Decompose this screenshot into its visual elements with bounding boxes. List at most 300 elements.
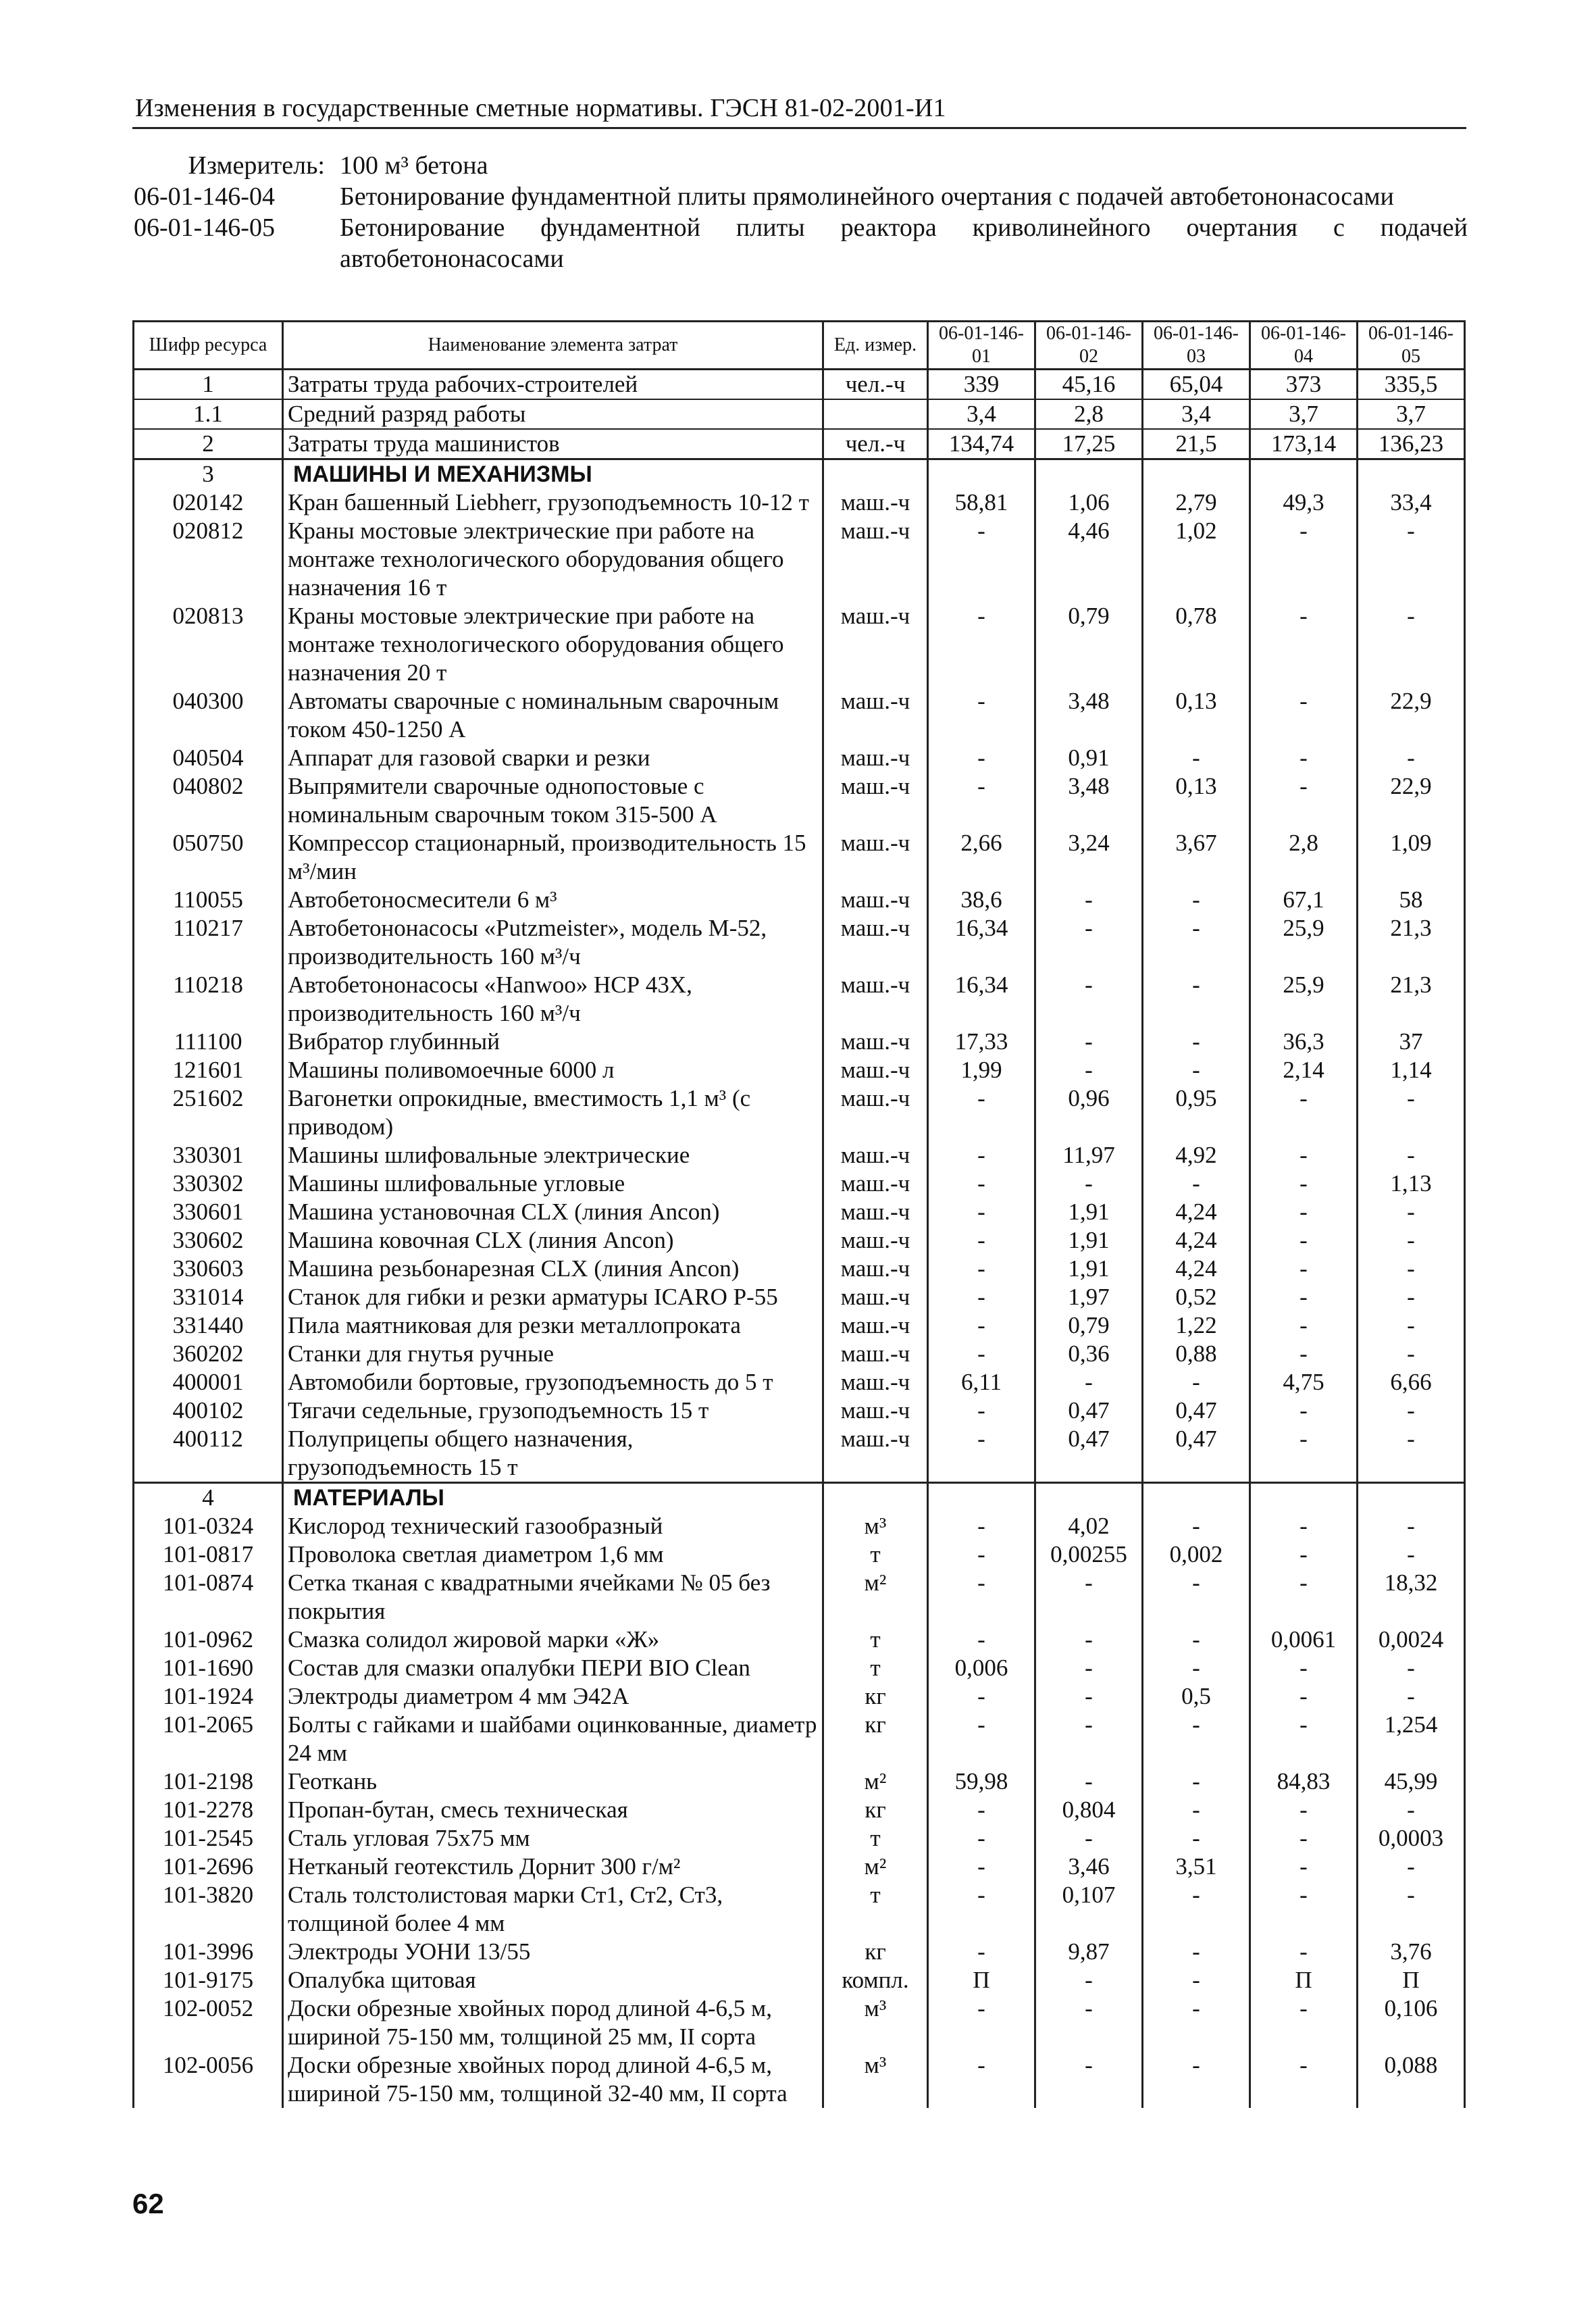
resource-unit: т	[823, 1881, 928, 1938]
resource-unit: маш.-ч	[823, 517, 928, 602]
norm-value: -	[1358, 1512, 1465, 1540]
table-row	[134, 886, 1465, 914]
norm-value: 1,91	[1035, 1255, 1143, 1283]
norm-value: -	[1358, 1796, 1465, 1824]
norm-value: -	[928, 1425, 1035, 1483]
norm-value: -	[1250, 1397, 1358, 1425]
resource-name: Компрессор стационарный, производительность 15 м³/мин	[283, 829, 823, 886]
norm-value: -	[928, 687, 1035, 744]
resource-name: Автобетононасосы «Hanwoo» НСР 43Х, производительность 160 м³/ч	[283, 971, 823, 1028]
norm-value: -	[1250, 1994, 1358, 2051]
resource-unit: м²	[823, 1767, 928, 1796]
resource-unit: маш.-ч	[823, 1169, 928, 1198]
meter-line	[134, 150, 1468, 181]
resource-name: Станок для гибки и резки арматуры ICARO P-55	[283, 1283, 823, 1311]
norm-value: 1,254	[1358, 1711, 1465, 1767]
norm-value: -	[1143, 971, 1250, 1028]
norm-value: 0,00255	[1035, 1540, 1143, 1569]
resource-unit: маш.-ч	[823, 1283, 928, 1311]
norm-value: -	[928, 1397, 1035, 1425]
page-number: 62	[132, 2188, 164, 2219]
header-rule	[132, 127, 1466, 129]
resource-code: 050750	[134, 829, 283, 886]
norm-value: 1,09	[1358, 829, 1465, 886]
resource-unit: кг	[823, 1711, 928, 1767]
norm-value: -	[1143, 886, 1250, 914]
norm-value: -	[1358, 1340, 1465, 1368]
norm-value: 2,66	[928, 829, 1035, 886]
norm-value: -	[1035, 1824, 1143, 1853]
norm-value: -	[1035, 1767, 1143, 1796]
resource-unit: т	[823, 1654, 928, 1682]
norm-code: 06-01-146-05	[134, 213, 275, 242]
resource-unit	[823, 399, 928, 429]
table-row	[134, 1283, 1465, 1311]
norm-value: -	[1358, 1255, 1465, 1283]
norm-value: -	[1035, 1966, 1143, 1994]
table-row	[134, 1966, 1465, 1994]
table-header-row	[134, 322, 1465, 370]
table-row	[134, 687, 1465, 744]
resource-code: 400102	[134, 1397, 283, 1425]
norm-value: П	[1358, 1966, 1465, 1994]
norm-value: -	[1250, 1255, 1358, 1283]
norm-value: -	[1035, 971, 1143, 1028]
norm-value: -	[1250, 1796, 1358, 1824]
norm-value: 58,81	[928, 488, 1035, 517]
norm-code: 06-01-146-04	[134, 182, 275, 211]
norm-value: 0,002	[1143, 1540, 1250, 1569]
section-row	[134, 459, 1465, 489]
resource-unit: маш.-ч	[823, 1141, 928, 1169]
resource-name: Краны мостовые электрические при работе на монтаже технологического оборудования общего назначения 20 т	[283, 602, 823, 687]
norm-value: 16,34	[928, 971, 1035, 1028]
resource-code: 330301	[134, 1141, 283, 1169]
norm-value: 4,75	[1250, 1368, 1358, 1397]
col-header-norm: 06-01-146-02	[1035, 322, 1143, 370]
norm-value: 339	[928, 370, 1035, 400]
norm-value: 0,106	[1358, 1994, 1465, 2051]
resource-code: 040504	[134, 744, 283, 772]
resource-name: Вагонетки опрокидные, вместимость 1,1 м³ (с приводом)	[283, 1084, 823, 1141]
norm-value: -	[1358, 1084, 1465, 1141]
norm-value: -	[1035, 1169, 1143, 1198]
norm-value: -	[1143, 1938, 1250, 1966]
norm-value: -	[1250, 1084, 1358, 1141]
norm-value: 9,87	[1035, 1938, 1143, 1966]
table-row	[134, 2051, 1465, 2108]
norm-value: 36,3	[1250, 1028, 1358, 1056]
norm-value: -	[1250, 2051, 1358, 2108]
resource-code: 102-0052	[134, 1994, 283, 2051]
resource-unit: маш.-ч	[823, 1056, 928, 1084]
table-row	[134, 1169, 1465, 1198]
resource-code: 331440	[134, 1311, 283, 1340]
norm-value: 2,14	[1250, 1056, 1358, 1084]
resource-unit	[823, 1483, 928, 1513]
resource-name: Машина резьбонарезная CLX (линия Ancon)	[283, 1255, 823, 1283]
table-row	[134, 1796, 1465, 1824]
norm-value: -	[1143, 914, 1250, 971]
norm-value: 0,47	[1035, 1397, 1143, 1425]
norm-value: -	[1250, 1169, 1358, 1198]
norm-value: 17,33	[928, 1028, 1035, 1056]
resource-name: Опалубка щитовая	[283, 1966, 823, 1994]
table-row	[134, 1311, 1465, 1340]
norm-value: -	[928, 1198, 1035, 1226]
resource-unit: маш.-ч	[823, 971, 928, 1028]
norm-value: 1,14	[1358, 1056, 1465, 1084]
norm-value: 2,79	[1143, 488, 1250, 517]
resource-unit: м²	[823, 1853, 928, 1881]
norm-value	[1035, 459, 1143, 489]
resource-code: 101-3820	[134, 1881, 283, 1938]
resource-code: 101-0874	[134, 1569, 283, 1626]
running-header: Изменения в государственные сметные нормативы. ГЭСН 81-02-2001-И1	[135, 94, 946, 122]
norm-value: -	[1143, 1569, 1250, 1626]
norm-value: 4,24	[1143, 1198, 1250, 1226]
norm-value: -	[1143, 1654, 1250, 1682]
resource-code: 040802	[134, 772, 283, 829]
norm-value: 49,3	[1250, 488, 1358, 517]
resource-unit: маш.-ч	[823, 772, 928, 829]
norm-value: 65,04	[1143, 370, 1250, 400]
norm-value: 0,36	[1035, 1340, 1143, 1368]
resource-name: МАТЕРИАЛЫ	[283, 1483, 823, 1513]
table-row	[134, 1569, 1465, 1626]
norm-value: 2,8	[1250, 829, 1358, 886]
norm-value: -	[928, 1796, 1035, 1824]
norm-value: -	[1143, 1368, 1250, 1397]
resource-name: Доски обрезные хвойных пород длиной 4-6,5 м, шириной 75-150 мм, толщиной 25 мм, II сорта	[283, 1994, 823, 2051]
resource-code: 110218	[134, 971, 283, 1028]
norm-line	[134, 181, 1468, 212]
norm-value: 22,9	[1358, 772, 1465, 829]
norm-value: -	[1250, 1425, 1358, 1483]
resource-name: Затраты труда машинистов	[283, 429, 823, 459]
col-header-norm: 06-01-146-01	[928, 322, 1035, 370]
norm-value: -	[1035, 1368, 1143, 1397]
resource-name: Нетканый геотекстиль Дорнит 300 г/м²	[283, 1853, 823, 1881]
norm-value: -	[928, 1994, 1035, 2051]
norm-value: -	[928, 1881, 1035, 1938]
norm-value: -	[1035, 1626, 1143, 1654]
resource-code: 101-1924	[134, 1682, 283, 1711]
norm-value: -	[1035, 1654, 1143, 1682]
norm-value: 38,6	[928, 886, 1035, 914]
norm-value: 0,96	[1035, 1084, 1143, 1141]
resource-name: Машины шлифовальные угловые	[283, 1169, 823, 1198]
resource-unit: маш.-ч	[823, 1255, 928, 1283]
norm-value: 1,97	[1035, 1283, 1143, 1311]
table-row	[134, 914, 1465, 971]
norm-value: 3,46	[1035, 1853, 1143, 1881]
norm-value: П	[1250, 1966, 1358, 1994]
norm-value	[928, 459, 1035, 489]
norm-value: -	[1358, 602, 1465, 687]
norm-value: -	[1250, 772, 1358, 829]
resource-unit: маш.-ч	[823, 1340, 928, 1368]
norm-value: -	[928, 517, 1035, 602]
norm-value: 2,8	[1035, 399, 1143, 429]
norm-value: 18,32	[1358, 1569, 1465, 1626]
resource-name: Состав для смазки опалубки ПЕРИ BIO Clean	[283, 1654, 823, 1682]
resource-unit: м³	[823, 1512, 928, 1540]
norm-value: 0,78	[1143, 602, 1250, 687]
norm-value: -	[1143, 1028, 1250, 1056]
norm-value	[1358, 1483, 1465, 1513]
norm-value: -	[928, 1853, 1035, 1881]
intro-block	[134, 150, 1468, 274]
norm-value: 0,52	[1143, 1283, 1250, 1311]
norm-value: -	[1035, 1569, 1143, 1626]
norm-value: -	[928, 1938, 1035, 1966]
resource-unit: маш.-ч	[823, 1198, 928, 1226]
resource-code: 101-2065	[134, 1711, 283, 1767]
resource-code: 251602	[134, 1084, 283, 1141]
norm-value: -	[928, 1226, 1035, 1255]
norm-value: 3,51	[1143, 1853, 1250, 1881]
norm-value: -	[1358, 1141, 1465, 1169]
resource-unit: маш.-ч	[823, 829, 928, 886]
resource-code: 101-0324	[134, 1512, 283, 1540]
norm-value: 16,34	[928, 914, 1035, 971]
resource-unit: чел.-ч	[823, 370, 928, 400]
resource-unit: т	[823, 1824, 928, 1853]
norm-value: 6,66	[1358, 1368, 1465, 1397]
norm-value: 4,02	[1035, 1512, 1143, 1540]
norm-value: -	[1358, 1654, 1465, 1682]
resource-name: Автобетоносмесители 6 м³	[283, 886, 823, 914]
norm-value: -	[928, 1311, 1035, 1340]
norm-value: 0,47	[1035, 1425, 1143, 1483]
norm-value: 0,47	[1143, 1425, 1250, 1483]
table-row	[134, 602, 1465, 687]
resource-unit: м³	[823, 2051, 928, 2108]
resource-name: Аппарат для газовой сварки и резки	[283, 744, 823, 772]
norm-value: -	[1143, 1881, 1250, 1938]
norm-value: 3,7	[1358, 399, 1465, 429]
resource-name: Тягачи седельные, грузоподъемность 15 т	[283, 1397, 823, 1425]
norm-value: 0,006	[928, 1654, 1035, 1682]
norm-value: 0,107	[1035, 1881, 1143, 1938]
norm-value: -	[1143, 1824, 1250, 1853]
resource-code: 4	[134, 1483, 283, 1513]
resource-unit: маш.-ч	[823, 602, 928, 687]
resource-unit: т	[823, 1626, 928, 1654]
resource-name: Средний разряд работы	[283, 399, 823, 429]
norm-value: 4,24	[1143, 1255, 1250, 1283]
norm-value: 11,97	[1035, 1141, 1143, 1169]
norm-value: 3,4	[928, 399, 1035, 429]
norm-value: 1,02	[1143, 517, 1250, 602]
norm-value: -	[1358, 517, 1465, 602]
resource-name: Вибратор глубинный	[283, 1028, 823, 1056]
norm-value: 1,06	[1035, 488, 1143, 517]
resource-unit: чел.-ч	[823, 429, 928, 459]
norm-value: 173,14	[1250, 429, 1358, 459]
resource-table	[132, 320, 1466, 2108]
norm-value: -	[1358, 744, 1465, 772]
norm-value: 335,5	[1358, 370, 1465, 400]
meter-label: Измеритель:	[188, 151, 325, 180]
resource-unit: маш.-ч	[823, 1425, 928, 1483]
col-header-norm: 06-01-146-04	[1250, 322, 1358, 370]
norm-value: -	[1250, 1853, 1358, 1881]
norm-value: -	[1035, 1682, 1143, 1711]
table-row	[134, 971, 1465, 1028]
resource-code: 1.1	[134, 399, 283, 429]
norm-value: -	[1250, 1824, 1358, 1853]
norm-value: -	[928, 1569, 1035, 1626]
norm-value: 134,74	[928, 429, 1035, 459]
table-row	[134, 1512, 1465, 1540]
norm-value: 4,46	[1035, 517, 1143, 602]
resource-name: Краны мостовые электрические при работе на монтаже технологического оборудования общего назначения 16 т	[283, 517, 823, 602]
resource-name: Машины шлифовальные электрические	[283, 1141, 823, 1169]
resource-name: Смазка солидол жировой марки «Ж»	[283, 1626, 823, 1654]
resource-code: 330302	[134, 1169, 283, 1198]
norm-value: 0,0024	[1358, 1626, 1465, 1654]
table-row	[134, 399, 1465, 429]
norm-value: 33,4	[1358, 488, 1465, 517]
resource-unit: маш.-ч	[823, 1397, 928, 1425]
table-row	[134, 1682, 1465, 1711]
norm-value: -	[1250, 1540, 1358, 1569]
resource-name: Станки для гнутья ручные	[283, 1340, 823, 1368]
resource-unit: т	[823, 1540, 928, 1569]
norm-description: Бетонирование фундаментной плиты прямолинейного очертания с подачей автобетононасосами	[340, 182, 1394, 211]
resource-code: 101-3996	[134, 1938, 283, 1966]
resource-unit: маш.-ч	[823, 1028, 928, 1056]
table-row	[134, 1226, 1465, 1255]
table-row	[134, 1084, 1465, 1141]
resource-unit: маш.-ч	[823, 914, 928, 971]
resource-name: Полуприцепы общего назначения, грузоподъемность 15 т	[283, 1425, 823, 1483]
norm-value: 3,24	[1035, 829, 1143, 886]
resource-unit: м²	[823, 1569, 928, 1626]
resource-code: 102-0056	[134, 2051, 283, 2108]
norm-value: -	[1358, 1311, 1465, 1340]
norm-value: -	[1035, 1994, 1143, 2051]
norm-value: -	[1143, 1796, 1250, 1824]
resource-unit: кг	[823, 1796, 928, 1824]
table-row	[134, 1853, 1465, 1881]
norm-value: 21,3	[1358, 914, 1465, 971]
table-row	[134, 1198, 1465, 1226]
table-body	[134, 370, 1465, 2109]
table-row	[134, 1028, 1465, 1056]
resource-unit: кг	[823, 1938, 928, 1966]
norm-value: 59,98	[928, 1767, 1035, 1796]
resource-code: 101-2545	[134, 1824, 283, 1853]
norm-value: -	[1250, 1512, 1358, 1540]
resource-code: 040300	[134, 687, 283, 744]
resource-unit: маш.-ч	[823, 1226, 928, 1255]
norm-value: 0,95	[1143, 1084, 1250, 1141]
norm-value: -	[928, 1682, 1035, 1711]
resource-name: Выпрямители сварочные однопостовые с номинальным сварочным током 315-500 А	[283, 772, 823, 829]
table-row	[134, 517, 1465, 602]
norm-value: -	[1358, 1397, 1465, 1425]
norm-value: 25,9	[1250, 914, 1358, 971]
norm-value: -	[1250, 1198, 1358, 1226]
norm-value: 1,91	[1035, 1226, 1143, 1255]
table-row	[134, 1425, 1465, 1483]
table-row	[134, 1654, 1465, 1682]
resource-name: Сетка тканая с квадратными ячейками № 05 без покрытия	[283, 1569, 823, 1626]
resource-code: 331014	[134, 1283, 283, 1311]
resource-code: 400001	[134, 1368, 283, 1397]
norm-value: -	[1035, 1056, 1143, 1084]
table-row	[134, 1711, 1465, 1767]
norm-value: 3,48	[1035, 772, 1143, 829]
resource-unit: компл.	[823, 1966, 928, 1994]
norm-value: -	[1143, 1966, 1250, 1994]
resource-code: 400112	[134, 1425, 283, 1483]
resource-name: Электроды диаметром 4 мм Э42А	[283, 1682, 823, 1711]
norm-value: 17,25	[1035, 429, 1143, 459]
norm-value: -	[1143, 2051, 1250, 2108]
norm-value: 0,13	[1143, 687, 1250, 744]
resource-code: 020812	[134, 517, 283, 602]
resource-name: Геоткань	[283, 1767, 823, 1796]
norm-value: 0,088	[1358, 2051, 1465, 2108]
norm-value: -	[1250, 1569, 1358, 1626]
norm-value: -	[928, 1084, 1035, 1141]
resource-unit: маш.-ч	[823, 1368, 928, 1397]
norm-value: -	[1250, 602, 1358, 687]
norm-value	[1143, 1483, 1250, 1513]
norm-value: -	[1358, 1853, 1465, 1881]
norm-value: -	[1250, 1311, 1358, 1340]
norm-description: Бетонирование фундаментной плиты реактора криволинейного очертания с подачей автобетононасосами	[340, 213, 1468, 273]
section-row	[134, 1483, 1465, 1513]
norm-value: -	[928, 2051, 1035, 2108]
table-row	[134, 1626, 1465, 1654]
norm-value: -	[1143, 1169, 1250, 1198]
resource-name: Машины поливомоечные 6000 л	[283, 1056, 823, 1084]
resource-code: 101-0817	[134, 1540, 283, 1569]
resource-code: 121601	[134, 1056, 283, 1084]
norm-value: 373	[1250, 370, 1358, 400]
resource-code: 2	[134, 429, 283, 459]
norm-value: 3,7	[1250, 399, 1358, 429]
resource-name: Электроды УОНИ 13/55	[283, 1938, 823, 1966]
norm-value: 1,22	[1143, 1311, 1250, 1340]
resource-unit: кг	[823, 1682, 928, 1711]
resource-name: Пила маятниковая для резки металлопроката	[283, 1311, 823, 1340]
norm-value: 0,0003	[1358, 1824, 1465, 1853]
resource-code: 110217	[134, 914, 283, 971]
table-row	[134, 772, 1465, 829]
norm-value: 4,92	[1143, 1141, 1250, 1169]
norm-value: 1,99	[928, 1056, 1035, 1084]
col-header-norm: 06-01-146-05	[1358, 322, 1465, 370]
norm-value: -	[928, 1540, 1035, 1569]
norm-value: -	[928, 1340, 1035, 1368]
resource-unit: маш.-ч	[823, 687, 928, 744]
resource-code: 101-1690	[134, 1654, 283, 1682]
norm-value: 22,9	[1358, 687, 1465, 744]
table-row	[134, 1767, 1465, 1796]
norm-value: -	[1250, 1711, 1358, 1767]
norm-value: 1,91	[1035, 1198, 1143, 1226]
norm-value: 58	[1358, 886, 1465, 914]
norm-value: 0,79	[1035, 1311, 1143, 1340]
table-row	[134, 1056, 1465, 1084]
resource-unit: маш.-ч	[823, 1311, 928, 1340]
